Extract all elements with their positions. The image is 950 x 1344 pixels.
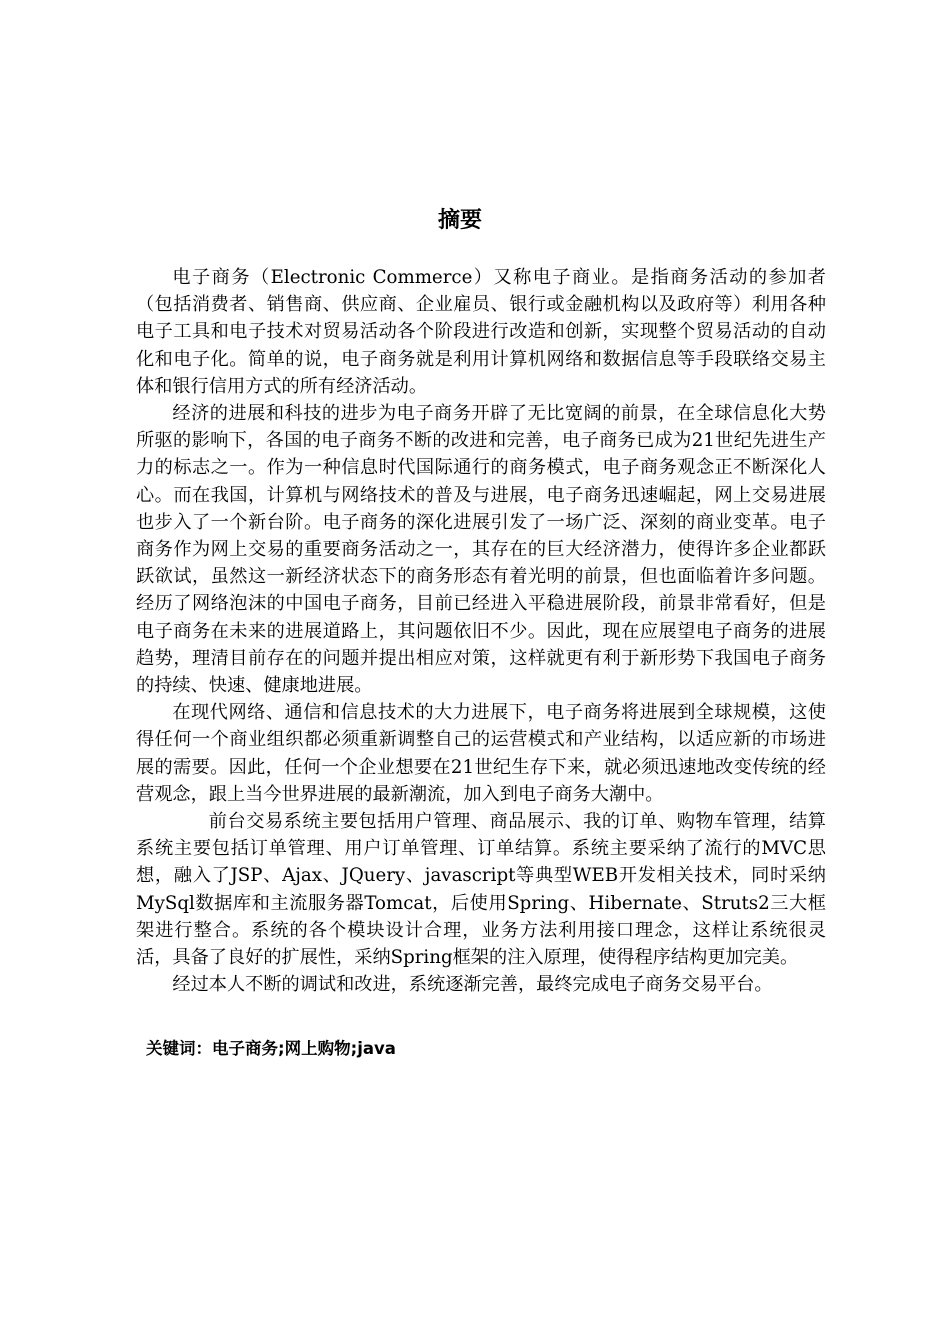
keywords-line: 关键词：电子商务;网上购物;java [146, 1039, 396, 1058]
page-title: 摘要 [437, 208, 482, 233]
abstract-paragraph-1: 电子商务（Electronic Commerce）又称电子商业。是指商务活动的参加者（包括消费者、销售商、供应商、企业雇员、银行或金融机构以及政府等）利用各种电子工具和电子技术对贸易活动各个阶段进行改造和创新，实现整个贸易活动的自动化和电子化。简单的说，电子商务就是利用计算机网络和数据信息等手段联络交易主体和银行信用方式的所有经济活动。 [136, 267, 826, 397]
abstract-body [136, 264, 826, 998]
abstract-paragraph-5: 经过本人不断的调试和改进，系统逐渐完善，最终完成电子商务交易平台。 [172, 974, 773, 996]
abstract-paragraph-4: 前台交易系统主要包括用户管理、商品展示、我的订单、购物车管理，结算系统主要包括订单管理、用户订单管理、订单结算。系统主要采纳了流行的MVC思想，融入了JSP、Ajax、JQuery、javascript等典型WEB开发相关技术，同时采纳MySql数据库和主流服务器Tomcat，后使用Spring、Hibernate、Struts2三大框架进行整合。系统的各个模块设计合理，业务方法利用接口理念，这样让系统很灵活，具备了良好的扩展性，采纳Spring框架的注入原理，使得程序结构更加完美。 [136, 811, 826, 969]
abstract-paragraph-2: 经济的进展和科技的进步为电子商务开辟了无比宽阔的前景，在全球信息化大势所驱的影响下，各国的电子商务不断的改进和完善，电子商务已成为21世纪先进生产力的标志之一。作为一种信息时代国际通行的商务模式，电子商务观念正不断深化人心。而在我国，计算机与网络技术的普及与进展，电子商务迅速崛起，网上交易进展也步入了一个新台阶。电子商务的深化进展引发了一场广泛、深刻的商业变革。电子商务作为网上交易的重要商务活动之一，其存在的巨大经济潜力，使得许多企业都跃跃欲试，虽然这一新经济状态下的商务形态有着光明的前景，但也面临着许多问题。经历了网络泡沫的中国电子商务，目前已经进入平稳进展阶段，前景非常看好，但是电子商务在未来的进展道路上，其问题依旧不少。因此，现在应展望电子商务的进展趋势，理清目前存在的问题并提出相应对策，这样就更有利于新形势下我国电子商务的持续、快速、健康地进展。 [136, 403, 826, 697]
abstract-paragraph-3: 在现代网络、通信和信息技术的大力进展下，电子商务将进展到全球规模，这使得任何一个商业组织都必须重新调整自己的运营模式和产业结构，以适应新的市场进展的需要。因此，任何一个企业想要在21世纪生存下来，就必须迅速地改变传统的经营观念，跟上当今世界进展的最新潮流，加入到电子商务大潮中。 [136, 702, 826, 805]
